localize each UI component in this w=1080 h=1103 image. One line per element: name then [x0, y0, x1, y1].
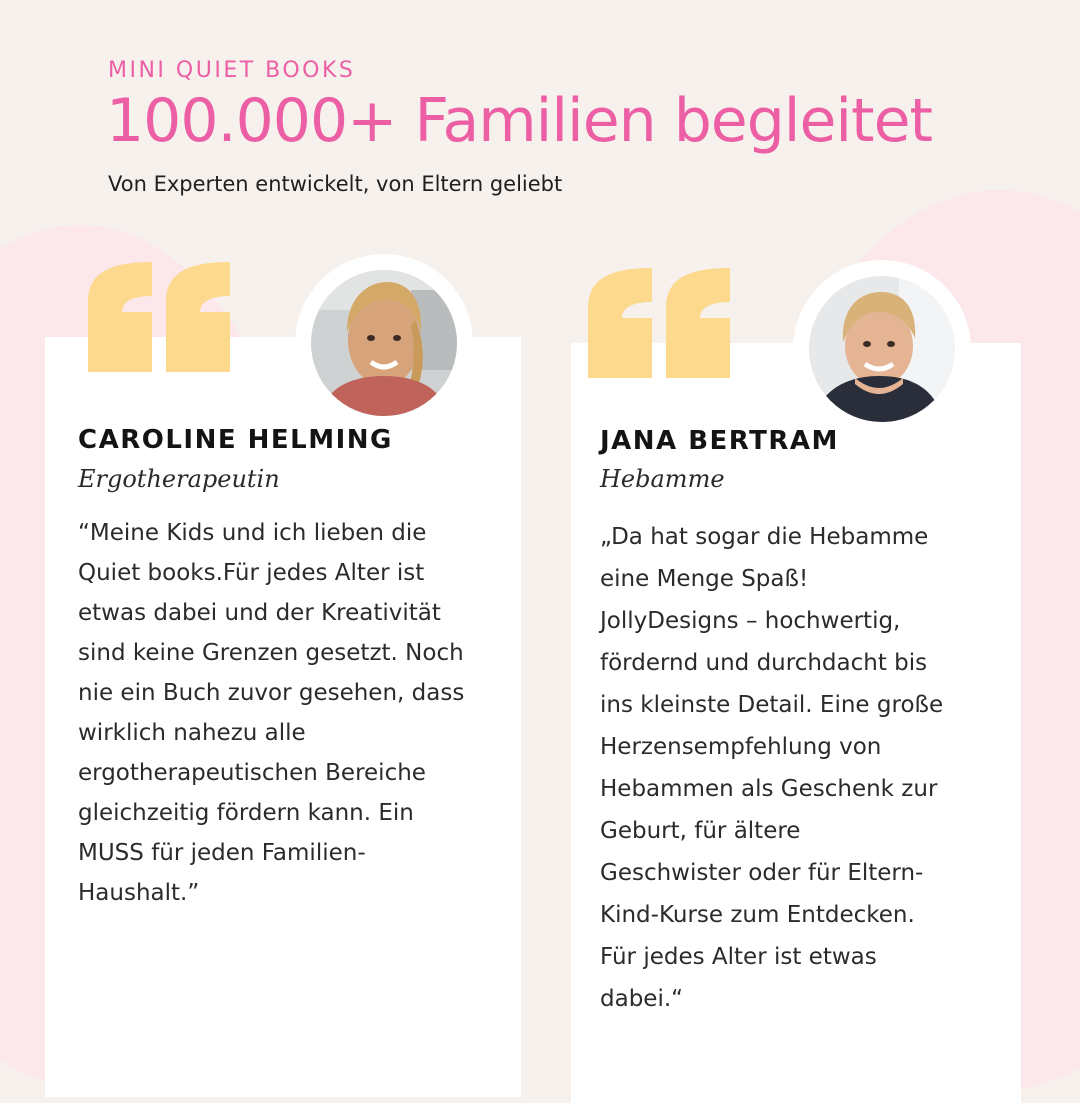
- quote-line: wirklich nahezu alle: [78, 720, 306, 746]
- quote-line: nie ein Buch zuvor gesehen, dass: [78, 680, 465, 706]
- quote-line: Haushalt.”: [78, 880, 200, 906]
- quote-line: gleichzeitig fördern kann. Ein: [78, 800, 414, 826]
- avatar: [311, 270, 457, 416]
- avatar-frame: [793, 260, 971, 438]
- quote-line: Hebammen als Geschenk zur: [600, 776, 938, 802]
- quote-line: eine Menge Spaß!: [600, 566, 809, 592]
- quote-icon: [588, 266, 732, 380]
- testimonial-name: CAROLINE HELMING: [78, 425, 393, 455]
- quote-line: Herzensempfehlung von: [600, 734, 882, 760]
- testimonial-name: JANA BERTRAM: [600, 426, 839, 456]
- quote-line: Kind-Kurse zum Entdecken.: [600, 902, 915, 928]
- page-subline: Von Experten entwickelt, von Eltern geliebt: [108, 172, 563, 196]
- quote-line: ergotherapeutischen Bereiche: [78, 760, 426, 786]
- testimonial-quote: [78, 513, 518, 913]
- quote-line: „Da hat sogar die Hebamme: [600, 524, 929, 550]
- quote-line: “Meine Kids und ich lieben die: [78, 520, 427, 546]
- testimonial-role: Hebamme: [600, 465, 725, 493]
- quote-line: dabei.“: [600, 986, 684, 1012]
- quote-line: etwas dabei und der Kreativität: [78, 600, 441, 626]
- quote-line: Geschwister oder für Eltern-: [600, 860, 924, 886]
- quote-line: Quiet books.Für jedes Alter ist: [78, 560, 425, 586]
- quote-icon: [88, 260, 232, 374]
- avatar-frame: [295, 254, 473, 432]
- page-headline: 100.000+ Familien begleitet: [106, 86, 933, 156]
- quote-line: Für jedes Alter ist etwas: [600, 944, 877, 970]
- quote-line: ins kleinste Detail. Eine große: [600, 692, 944, 718]
- quote-line: MUSS für jeden Familien-: [78, 840, 366, 866]
- testimonial-quote: [600, 516, 1010, 1020]
- quote-line: fördernd und durchdacht bis: [600, 650, 928, 676]
- quote-line: Geburt, für ältere: [600, 818, 801, 844]
- avatar: [809, 276, 955, 422]
- quote-line: sind keine Grenzen gesetzt. Noch: [78, 640, 464, 666]
- testimonial-role: Ergotherapeutin: [78, 465, 280, 493]
- brand-eyebrow: MINI QUIET BOOKS: [108, 58, 356, 83]
- quote-line: JollyDesigns – hochwertig,: [600, 608, 901, 634]
